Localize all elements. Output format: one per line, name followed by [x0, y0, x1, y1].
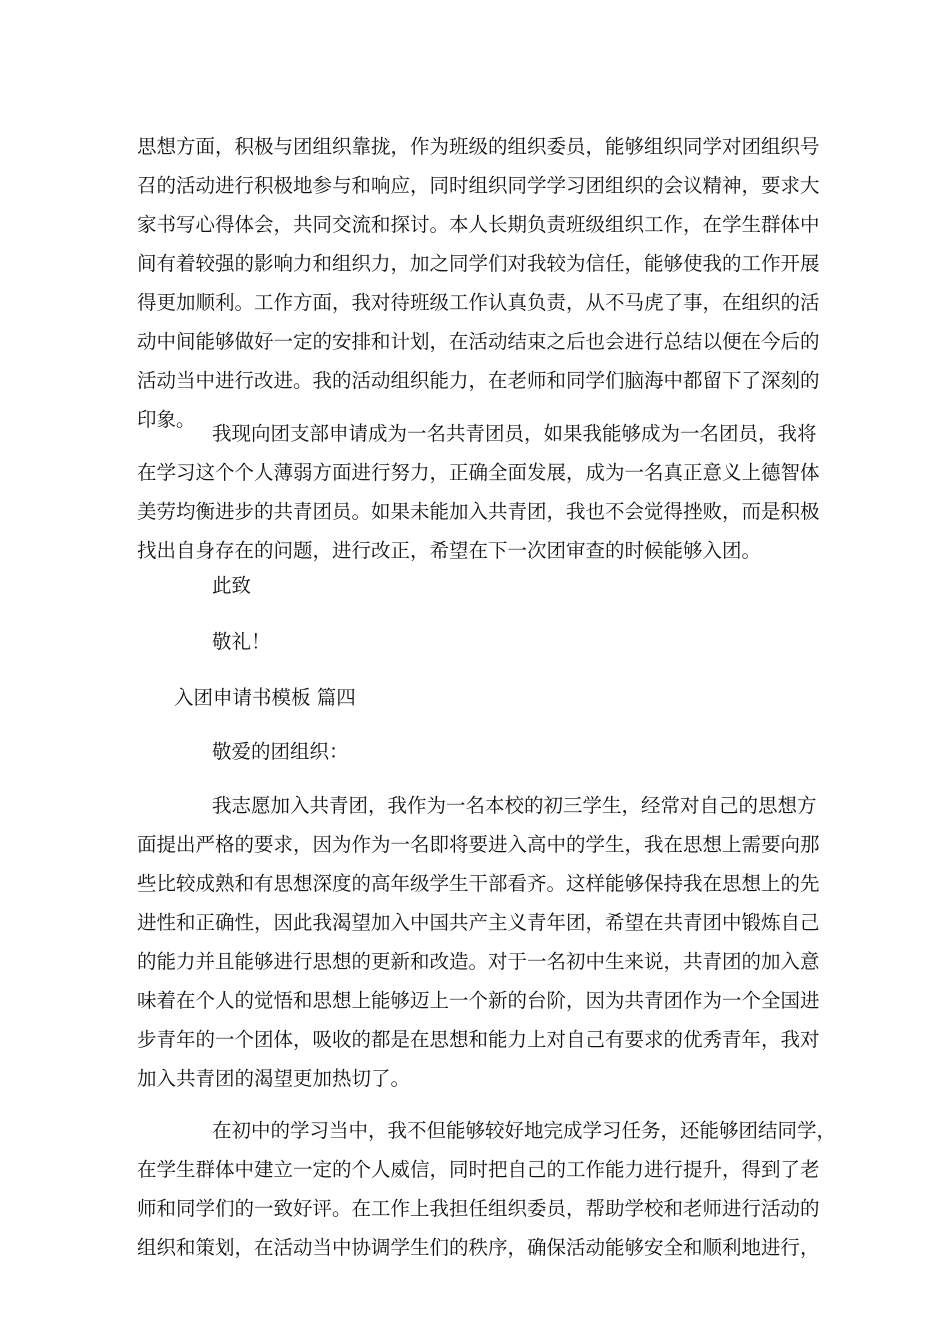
- text-line: 在初中的学习当中，我不但能够较好地完成学习任务，还能够团结同学，: [212, 1119, 837, 1142]
- text-line: 得更加顺利。工作方面，我对待班级工作认真负责，从不马虎了事，在组织的活: [137, 291, 820, 314]
- text-line: 的能力并且能够进行思想的更新和改造。对于一名初中生来说，共青团的加入意: [137, 950, 820, 973]
- text-line: 在学习这个个人薄弱方面进行努力，正确全面发展，成为一名真正意义上德智体: [137, 461, 820, 484]
- text-line: 动中间能够做好一定的安排和计划，在活动结束之后也会进行总结以便在今后的: [137, 330, 820, 353]
- text-line: 加入共青团的渴望更加热切了。: [137, 1067, 411, 1090]
- text-line: 印象。: [137, 408, 196, 431]
- text-line: 此致: [212, 574, 252, 597]
- text-line: 步青年的一个团体，吸收的都是在思想和能力上对自己有要求的优秀青年，我对: [137, 1028, 820, 1051]
- text-line: 进性和正确性，因此我渴望加入中国共产主义青年团，希望在共青团中锻炼自己: [137, 911, 820, 934]
- text-line: 找出自身存在的问题，进行改正，希望在下一次团审查的时候能够入团。: [137, 539, 762, 562]
- text-line: 召的活动进行积极地参与和响应，同时组织同学学习团组织的会议精神，要求大: [137, 174, 820, 197]
- text-line: 在学生群体中建立一定的个人威信，同时把自己的工作能力进行提升，得到了老: [137, 1158, 820, 1181]
- heading-text: 入团申请书模板 篇四: [174, 686, 356, 709]
- text-line: 我现向团支部申请成为一名共青团员，如果我能够成为一名团员，我将: [212, 422, 817, 445]
- text-line: 面提出严格的要求，因为作为一名即将要进入高中的学生，我在思想上需要向那: [137, 833, 820, 856]
- text-line: 家书写心得体会，共同交流和探讨。本人长期负责班级组织工作，在学生群体中: [137, 213, 820, 236]
- text-line: 我志愿加入共青团，我作为一名本校的初三学生，经常对自己的思想方: [212, 794, 817, 817]
- text-line: 些比较成熟和有思想深度的高年级学生干部看齐。这样能够保持我在思想上的先: [137, 872, 820, 895]
- text-line: 敬爱的团组织：: [212, 740, 349, 763]
- text-line: 敬礼！: [212, 630, 271, 653]
- text-line: 师和同学们的一致好评。在工作上我担任组织委员，帮助学校和老师进行活动的: [137, 1197, 820, 1220]
- text-line: 活动当中进行改进。我的活动组织能力，在老师和同学们脑海中都留下了深刻的: [137, 369, 820, 392]
- text-line: 间有着较强的影响力和组织力，加之同学们对我较为信任，能够使我的工作开展: [137, 252, 820, 275]
- text-line: 思想方面，积极与团组织靠拢，作为班级的组织委员，能够组织同学对团组织号: [137, 135, 820, 158]
- text-line: 味着在个人的觉悟和思想上能够迈上一个新的台阶，因为共青团作为一个全国进: [137, 989, 820, 1012]
- text-line: 美劳均衡进步的共青团员。如果未能加入共青团，我也不会觉得挫败，而是积极: [137, 500, 820, 523]
- text-line: 组织和策划，在活动当中协调学生们的秩序，确保活动能够安全和顺利地进行，: [137, 1236, 820, 1259]
